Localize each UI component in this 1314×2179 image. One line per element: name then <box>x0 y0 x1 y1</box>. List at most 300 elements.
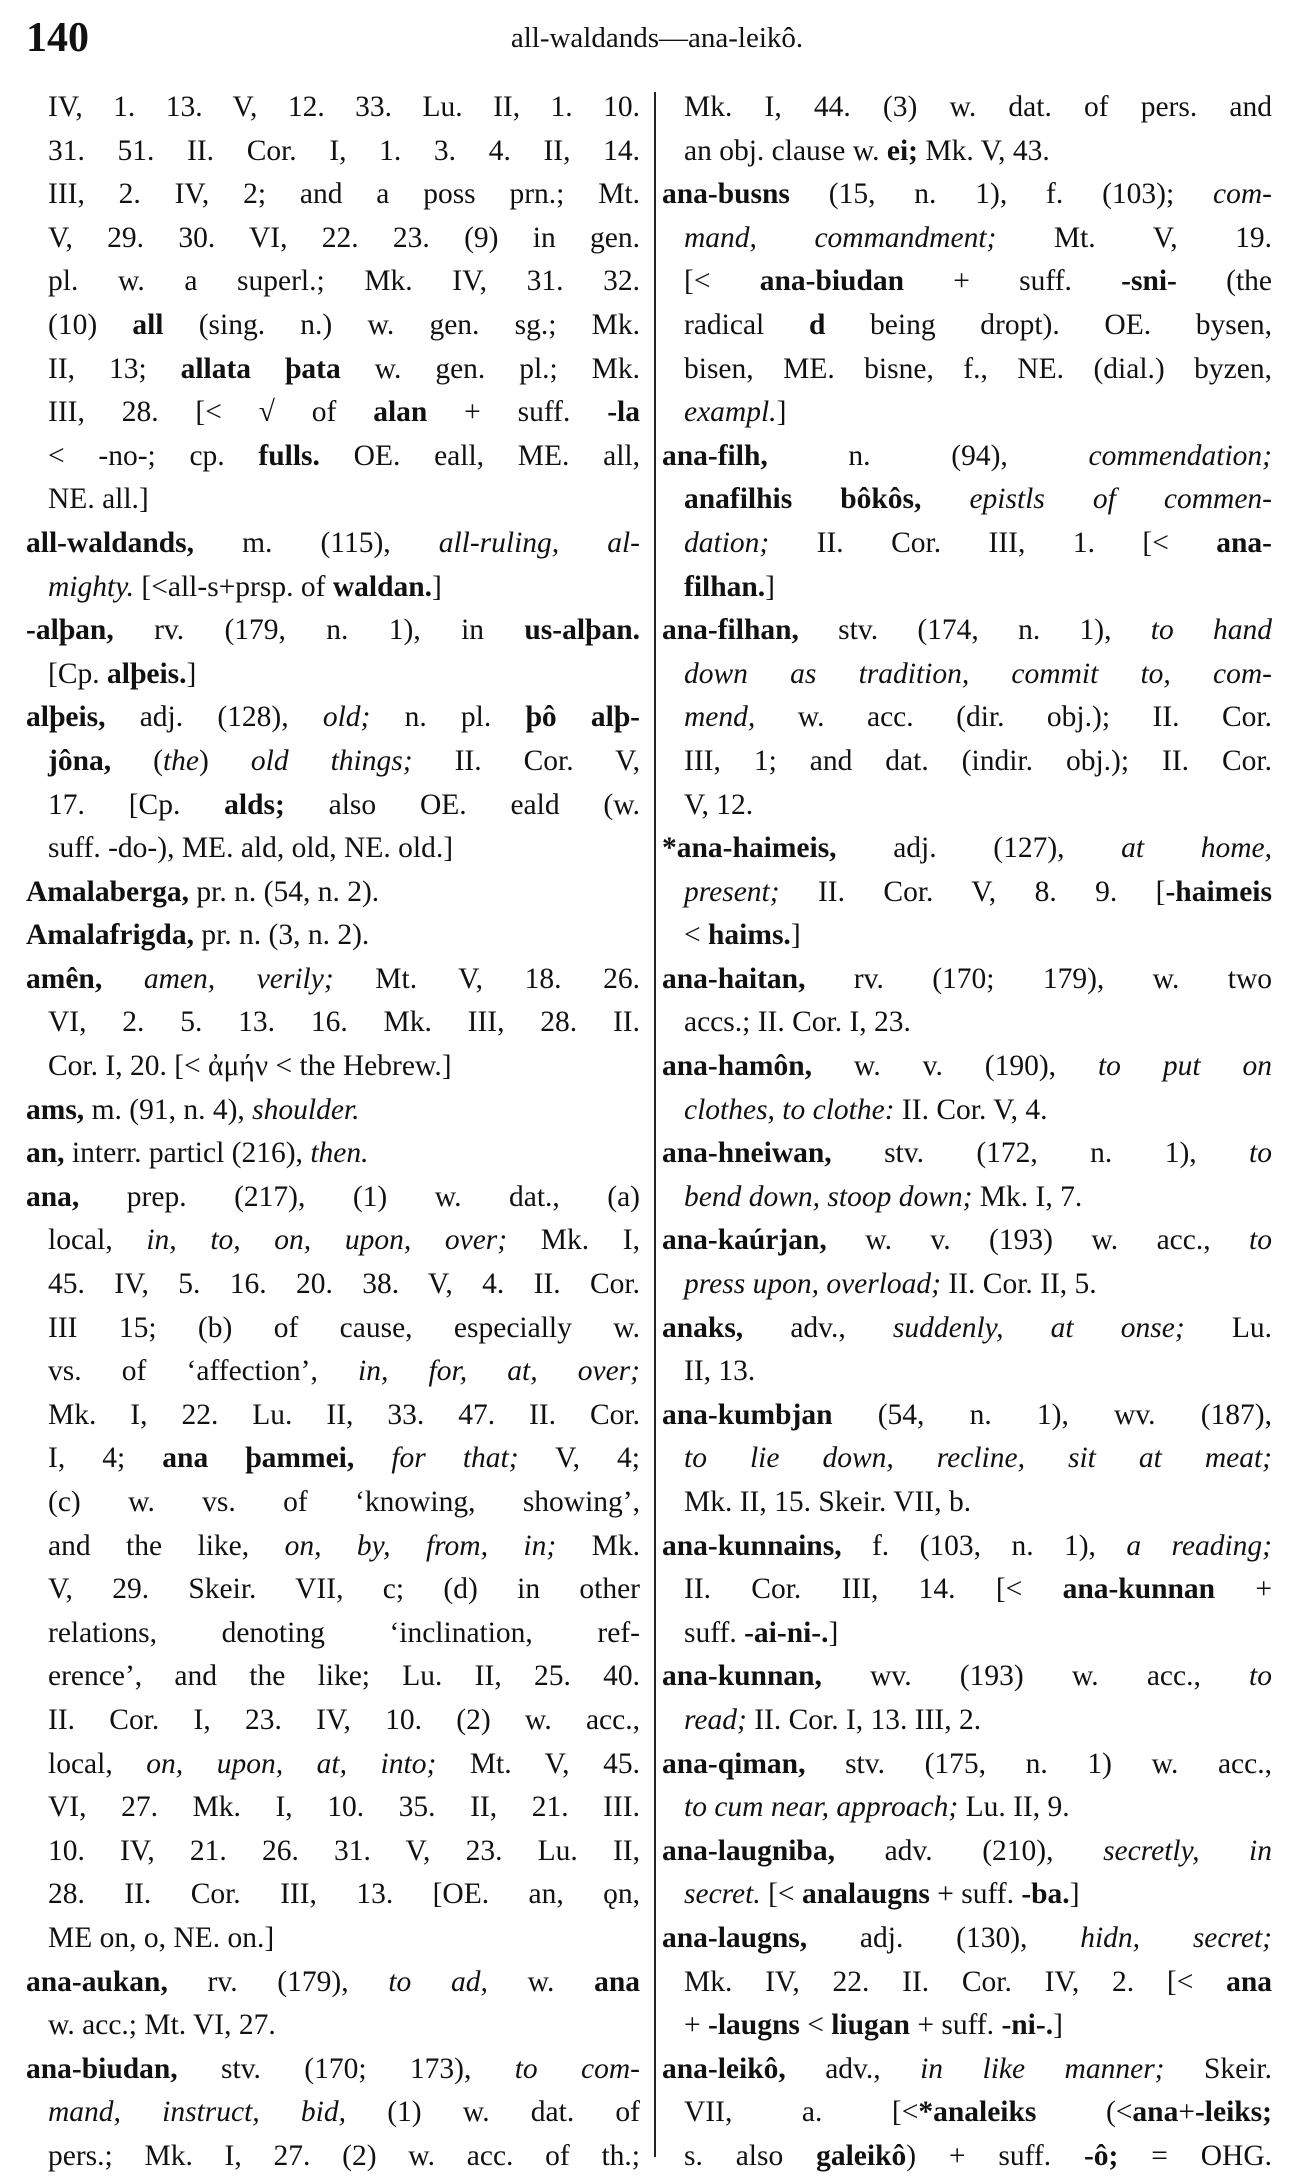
text-line <box>26 348 640 392</box>
text-span: < -no-; cp. <box>48 439 259 472</box>
text-span: 45. IV, 5. 16. 20. 38. V, 4. II. Cor. <box>48 1268 640 1301</box>
headword-bold: fulls. <box>258 439 320 472</box>
text-span: 31. 51. II. Cor. I, 1. 3. 4. II, 14. <box>48 134 640 167</box>
dictionary-entry <box>26 522 640 609</box>
text-span: (the <box>1176 265 1272 298</box>
text-span: ] <box>432 570 442 603</box>
text-span <box>102 963 144 995</box>
text-span: OE. eall, ME. all, <box>319 439 641 472</box>
text-span: rv. (170; 179), w. two <box>805 962 1272 995</box>
text-span: Skeir. <box>1164 2052 1272 2085</box>
text-line <box>26 696 640 740</box>
text-span: rv. (179, n. 1), in <box>113 614 525 647</box>
text-span: prep. (217), (1) w. dat., (a) <box>79 1180 640 1213</box>
text-span: w. acc. (dir. obj.); II. Cor. <box>755 701 1272 734</box>
headword-bold: *analeiks <box>918 2096 1037 2129</box>
dictionary-entry <box>662 1307 1272 1394</box>
gloss-italic: clothes, to clothe: <box>684 1093 895 1126</box>
dictionary-entry <box>26 1176 640 1961</box>
text-line <box>26 1873 640 1917</box>
text-line <box>26 2048 640 2092</box>
gloss-italic: amen, verily; <box>143 962 334 995</box>
text-line <box>26 1001 640 1045</box>
text-span: being dropt). OE. bysen, <box>825 308 1273 341</box>
gloss-italic: to <box>1249 1660 1272 1693</box>
text-span: f. (103, n. 1), <box>841 1529 1127 1562</box>
text-line <box>26 173 640 217</box>
headword-bold: ana-busns <box>662 178 790 211</box>
dictionary-entry <box>26 1961 640 2048</box>
gloss-italic: to cum near, approach; <box>684 1791 959 1824</box>
dictionary-entry <box>662 1655 1272 1742</box>
text-span: Lu. <box>1184 1311 1272 1344</box>
text-span: Mk. IV, 22. II. Cor. IV, 2. [< <box>684 1965 1227 1998</box>
text-span: ] <box>186 657 197 690</box>
text-span: = OHG. <box>1118 2139 1272 2172</box>
text-line <box>662 348 1272 392</box>
text-span: pr. n. (3, n. 2). <box>193 919 370 952</box>
headword-bold: -leiks; <box>1194 2096 1272 2129</box>
text-line <box>26 784 640 828</box>
text-span: NE. all.] <box>48 483 149 516</box>
text-line <box>662 1961 1272 2005</box>
text-span: Mk. I, 7. <box>972 1180 1083 1213</box>
text-span: [<all-s+prsp. of <box>134 570 333 603</box>
text-line <box>26 2091 640 2135</box>
headword-bold: galeikô <box>816 2139 907 2172</box>
text-span: ( <box>111 744 163 777</box>
headword-bold: liugan <box>831 2009 910 2042</box>
text-span: (1) w. dat. of <box>345 2096 640 2129</box>
text-span: Mk. I, 22. Lu. II, 33. 47. II. Cor. <box>48 1398 640 1431</box>
text-line <box>662 871 1272 915</box>
dictionary-entry <box>26 871 640 915</box>
dictionary-entry <box>662 958 1272 1045</box>
text-span: stv. (170; 173), <box>177 2052 515 2085</box>
text-span: V, 4; <box>518 1442 640 1475</box>
text-span: ] <box>776 396 787 429</box>
text-line <box>662 1917 1272 1961</box>
headword-bold: ana, <box>26 1180 80 1213</box>
text-span: V, 12. <box>684 788 754 821</box>
text-line <box>662 1525 1272 1569</box>
text-span: interr. particl (216), <box>64 1137 311 1170</box>
left-column <box>26 86 640 2179</box>
headword-bold: jôna, <box>48 744 112 777</box>
headword-bold: -ai-ni-. <box>744 1616 829 1649</box>
text-span: Cor. I, 20. [< ἀμήν < the Hebrew.] <box>48 1050 452 1083</box>
text-line <box>662 1394 1272 1438</box>
text-span: adj. (130), <box>807 1921 1081 1954</box>
text-span: III, 1; and dat. (indir. obj.); II. Cor. <box>684 744 1272 777</box>
text-span: 10. IV, 21. 26. 31. V, 23. Lu. II, <box>48 1834 640 1867</box>
text-span: + suff. <box>904 265 1122 298</box>
text-span: w. v. (190), <box>812 1050 1098 1083</box>
headword-bold: ana-kaúrjan, <box>662 1224 827 1257</box>
text-span: ) <box>199 744 251 777</box>
text-span: stv. (172, n. 1), <box>831 1137 1250 1170</box>
dictionary-entry <box>26 696 640 870</box>
text-span: (sing. n.) w. gen. sg.; Mk. <box>163 308 640 341</box>
text-span: V, 29. Skeir. VII, c; (d) in other <box>48 1573 640 1606</box>
text-line <box>26 217 640 261</box>
text-line <box>662 1568 1272 1612</box>
text-span: (c) w. vs. of ‘knowing, showing’, <box>48 1486 640 1518</box>
gloss-italic: down as tradition, commit to, com- <box>684 657 1272 690</box>
gloss-italic: all-ruling, al- <box>438 526 641 559</box>
text-line <box>26 871 640 915</box>
gloss-italic: then. <box>310 1137 369 1170</box>
headword-bold: ana-laugniba, <box>662 1834 835 1867</box>
gloss-italic: secretly, in <box>1103 1834 1272 1867</box>
text-span: local, <box>48 1224 147 1257</box>
dictionary-entry <box>662 2048 1272 2179</box>
text-span: + suff. <box>909 2009 1002 2042</box>
headword-bold: filhan. <box>684 570 766 603</box>
text-span: II. Cor. V, <box>412 744 640 777</box>
text-line <box>26 1045 640 1089</box>
gloss-italic: dation; <box>684 526 770 559</box>
text-span <box>921 483 969 515</box>
text-span: rv. (179), <box>167 1965 389 1998</box>
headword-bold: us-alþan. <box>524 614 640 647</box>
gloss-italic: for that; <box>391 1442 519 1475</box>
text-span: [< <box>760 1878 802 1911</box>
headword-bold: ams, <box>26 1093 85 1126</box>
dictionary-entry <box>26 1089 640 1133</box>
dictionary-entry <box>662 609 1272 827</box>
text-line <box>662 1873 1272 1917</box>
text-span: VI, 2. 5. 13. 16. Mk. III, 28. II. <box>48 1006 640 1039</box>
text-span: w. <box>487 1965 595 1998</box>
headword-bold: -haimeis <box>1165 875 1272 908</box>
headword-bold: ana-kunnan, <box>662 1660 822 1693</box>
text-line <box>662 1612 1272 1656</box>
text-line <box>26 1786 640 1830</box>
text-line <box>26 958 640 1002</box>
text-span: + <box>684 2009 709 2042</box>
text-span: [Cp. <box>48 657 107 690</box>
text-span: Mk. V, 43. <box>918 134 1050 167</box>
entry-continuation <box>26 86 640 522</box>
gloss-italic: bend down, stoop down; <box>684 1180 973 1213</box>
text-line <box>26 1263 640 1307</box>
text-line <box>662 2004 1272 2048</box>
running-head: all-waldands—ana-leikô. <box>510 22 804 54</box>
text-line <box>662 1176 1272 1220</box>
text-span: s. also <box>684 2139 817 2172</box>
headword-bold: ana-hneiwan, <box>662 1137 832 1170</box>
headword-bold: *ana-haimeis, <box>662 832 837 865</box>
text-line <box>26 1525 640 1569</box>
text-span: accs.; II. Cor. I, 23. <box>684 1006 911 1039</box>
text-span: pers.; Mk. I, 27. (2) w. acc. of th.; <box>48 2139 640 2172</box>
headword-bold: -alþan, <box>26 614 114 647</box>
text-line <box>26 1481 640 1525</box>
gloss-italic: commendation; <box>1088 439 1272 472</box>
gloss-italic: the <box>162 744 200 777</box>
text-span: adj. (128), <box>105 701 323 734</box>
dictionary-entry <box>662 1917 1272 2048</box>
text-span: IV, 1. 13. V, 12. 33. Lu. II, 1. 10. <box>48 91 640 123</box>
gloss-italic: press upon, overload; <box>684 1268 942 1301</box>
text-line <box>662 217 1272 261</box>
text-span: also OE. eald (w. <box>284 788 640 821</box>
dictionary-entry <box>662 435 1272 609</box>
text-line <box>662 1350 1272 1394</box>
text-span: Mt. V, 45. <box>436 1747 640 1780</box>
text-line <box>26 86 640 130</box>
text-span: suff. -do-), ME. ald, old, NE. old.] <box>48 832 454 865</box>
text-span: I, 4; <box>48 1442 163 1475</box>
dictionary-entry <box>662 1394 1272 1525</box>
headword-bold: analaugns <box>801 1878 930 1911</box>
text-line <box>26 1394 640 1438</box>
text-span: suff. <box>684 1616 745 1649</box>
text-span: II. Cor. I, 23. IV, 10. (2) w. acc., <box>48 1703 640 1736</box>
text-span: adj. (127), <box>836 832 1122 865</box>
headword-bold: þô alþ- <box>525 701 640 734</box>
text-span: VII, a. [< <box>684 2096 919 2129</box>
text-span: < <box>684 919 709 952</box>
text-span: II. Cor. V, 8. 9. [ <box>779 875 1166 908</box>
headword-bold: ana-kumbjan <box>662 1398 833 1431</box>
text-span: (< <box>1036 2096 1133 2129</box>
text-span: ) + suff. <box>906 2139 1084 2172</box>
text-line <box>662 1743 1272 1787</box>
text-line <box>662 173 1272 217</box>
text-span: ] <box>1069 1878 1080 1911</box>
text-line <box>662 1219 1272 1263</box>
text-line <box>662 653 1272 697</box>
text-line <box>26 2004 640 2048</box>
text-span: n. pl. <box>370 701 526 734</box>
gloss-italic: present; <box>684 875 780 908</box>
headword-bold: Amalafrigda, <box>26 919 194 952</box>
text-line <box>662 2048 1272 2092</box>
text-line <box>662 696 1272 740</box>
text-line <box>662 1132 1272 1176</box>
text-span: [< <box>684 265 760 298</box>
text-line <box>662 1786 1272 1830</box>
text-span: VI, 27. Mk. I, 10. 35. II, 21. III. <box>48 1791 640 1824</box>
text-span: stv. (175, n. 1) w. acc., <box>805 1747 1272 1780</box>
text-line <box>26 609 640 653</box>
text-span: Mt. V, 18. 26. <box>333 962 640 995</box>
text-span: wv. (193) w. acc., <box>821 1660 1250 1693</box>
gloss-italic: read; <box>684 1703 747 1736</box>
gloss-italic: at home, <box>1121 832 1273 865</box>
text-span: Mk. I, 44. (3) w. dat. of pers. and <box>684 91 1272 123</box>
headword-bold: ana-kunnains, <box>662 1529 842 1562</box>
text-span: vs. of ‘affection’, <box>48 1355 359 1388</box>
text-span: local, <box>48 1747 147 1780</box>
headword-bold: ana-laugns, <box>662 1921 808 1954</box>
text-line <box>662 1045 1272 1089</box>
gloss-italic: mighty. <box>48 570 135 603</box>
text-line <box>26 827 640 871</box>
dictionary-entry <box>662 1830 1272 1917</box>
gloss-italic: in like manner; <box>920 2052 1165 2085</box>
page-number: 140 <box>26 15 89 61</box>
gloss-italic: to <box>1249 1137 1272 1170</box>
dictionary-entry <box>26 958 640 1089</box>
text-span: 28. II. Cor. III, 13. [OE. an, ǫn, <box>48 1878 640 1911</box>
text-line <box>662 304 1272 348</box>
gloss-italic: old; <box>322 701 371 734</box>
text-span: m. (115), <box>194 526 439 559</box>
text-line <box>26 1350 640 1394</box>
dictionary-entry <box>26 2048 640 2179</box>
text-line <box>26 1176 640 1220</box>
gloss-italic: mand, commandment; <box>684 221 997 254</box>
text-line <box>662 435 1272 479</box>
text-line <box>26 566 640 610</box>
text-line <box>26 914 640 958</box>
text-line <box>662 958 1272 1002</box>
text-span: (15, n. 1), f. (103); <box>789 178 1214 211</box>
headword-bold: alþeis. <box>107 657 187 690</box>
text-span: < <box>799 2009 832 2042</box>
text-span: II. Cor. III, 14. [< <box>684 1573 1063 1606</box>
text-line <box>26 260 640 304</box>
text-line <box>26 1568 640 1612</box>
text-span: II. Cor. V, 4. <box>894 1093 1048 1126</box>
text-span: pr. n. (54, n. 2). <box>189 875 380 908</box>
headword-bold: alan <box>373 396 428 429</box>
gloss-italic: on, by, from, in; <box>284 1529 557 1562</box>
gloss-italic: to hand <box>1150 614 1272 647</box>
gloss-italic: hidn, secret; <box>1080 1921 1272 1954</box>
text-line <box>662 1830 1272 1874</box>
headword-bold: ana-aukan, <box>26 1965 168 1998</box>
gloss-italic: shoulder. <box>252 1093 360 1126</box>
text-span: w. v. (193) w. acc., <box>826 1224 1250 1257</box>
text-line <box>26 522 640 566</box>
text-line <box>26 391 640 435</box>
text-line <box>26 1089 640 1133</box>
text-span: w. acc.; Mt. VI, 27. <box>48 2009 276 2042</box>
text-line <box>662 740 1272 784</box>
text-span: (54, n. 1), wv. (187), <box>832 1398 1272 1431</box>
text-span: m. (91, n. 4), <box>84 1093 253 1126</box>
dictionary-entry <box>662 827 1272 958</box>
headword-bold: anaks, <box>662 1311 744 1344</box>
text-span: + suff. <box>929 1878 1022 1911</box>
headword-bold: -sni- <box>1121 265 1177 298</box>
headword-bold: ana-biudan <box>759 265 905 298</box>
text-line <box>662 566 1272 610</box>
headword-bold: d <box>808 308 826 341</box>
gloss-italic: mend, <box>684 701 756 734</box>
text-line <box>26 1655 640 1699</box>
text-span: an obj. clause w. <box>684 134 887 167</box>
text-line <box>662 1437 1272 1481</box>
text-line <box>26 478 640 522</box>
text-span: II, 13; <box>48 352 181 385</box>
headword-bold: -ni-. <box>1001 2009 1054 2042</box>
gloss-italic: on, upon, at, into; <box>146 1747 437 1780</box>
headword-bold: ana-filh, <box>662 439 768 472</box>
gloss-italic: in, to, on, upon, over; <box>146 1224 508 1257</box>
text-span: ] <box>765 570 775 603</box>
text-span: radical <box>684 308 809 341</box>
headword-bold: ana-kunnan <box>1062 1573 1216 1606</box>
text-line <box>662 478 1272 522</box>
dictionary-entry <box>26 914 640 958</box>
text-span: relations, denoting ‘inclination, ref- <box>48 1616 640 1649</box>
headword-bold: ana-haitan, <box>662 962 806 995</box>
text-span: + suff. <box>427 396 608 429</box>
text-line <box>662 391 1272 435</box>
gloss-italic: in, for, at, over; <box>358 1355 640 1388</box>
text-line <box>662 2135 1272 2179</box>
gloss-italic: a reading; <box>1126 1529 1272 1562</box>
gloss-italic: to ad, <box>388 1965 488 1998</box>
dictionary-entry <box>662 1525 1272 1656</box>
headword-bold: amên, <box>26 962 103 995</box>
text-line <box>26 1830 640 1874</box>
text-span: pl. w. a superl.; Mk. IV, 31. 32. <box>48 265 640 298</box>
text-span: II. Cor. III, 1. [< <box>769 526 1217 559</box>
text-line <box>26 1437 640 1481</box>
headword-bold: ana-filhan, <box>662 614 799 647</box>
text-span: w. gen. pl.; Mk. <box>340 352 641 385</box>
text-span: Lu. II, 9. <box>958 1791 1070 1824</box>
headword-bold: Amalaberga, <box>26 875 190 908</box>
dictionary-entry <box>26 1132 640 1176</box>
gloss-italic: secret. <box>684 1878 761 1911</box>
headword-bold: ana <box>1132 2096 1179 2129</box>
text-span: + <box>1178 2096 1195 2129</box>
headword-bold: allata þata <box>180 352 341 385</box>
text-span: Mk. II, 15. Skeir. VII, b. <box>684 1486 972 1518</box>
text-line <box>26 1132 640 1176</box>
text-line <box>662 1481 1272 1525</box>
headword-bold: ana <box>594 1965 640 1998</box>
dictionary-entry <box>662 1743 1272 1830</box>
headword-bold: ana- <box>1216 526 1272 559</box>
gloss-italic: epistls of commen- <box>969 483 1273 516</box>
text-line <box>26 1307 640 1351</box>
dictionary-entry <box>662 173 1272 435</box>
text-line <box>662 2091 1272 2135</box>
text-line <box>26 2135 640 2179</box>
text-line <box>26 304 640 348</box>
text-span: adv., <box>743 1311 893 1344</box>
gloss-italic: old things; <box>250 744 413 777</box>
headword-bold: alþeis, <box>26 701 106 734</box>
text-span <box>354 1442 391 1474</box>
text-line <box>26 653 640 697</box>
headword-bold: ana-biudan, <box>26 2052 178 2085</box>
text-span: ME on, o, NE. on.] <box>48 1921 275 1954</box>
dictionary-entry <box>662 1219 1272 1306</box>
text-line <box>662 1699 1272 1743</box>
text-span: III, 28. [< √ of <box>48 396 374 429</box>
text-line <box>26 1219 640 1263</box>
headword-bold: -ba. <box>1021 1878 1070 1911</box>
text-span: ] <box>790 919 801 952</box>
text-span: Mt. V, 19. <box>996 221 1272 254</box>
text-line <box>26 740 640 784</box>
gloss-italic: to <box>1249 1224 1272 1257</box>
text-span: II. Cor. I, 13. III, 2. <box>746 1703 982 1736</box>
text-span: adv., <box>785 2052 921 2085</box>
headword-bold: -laugns <box>708 2009 800 2042</box>
gloss-italic: suddenly, at onse; <box>892 1311 1185 1344</box>
text-line <box>26 435 640 479</box>
